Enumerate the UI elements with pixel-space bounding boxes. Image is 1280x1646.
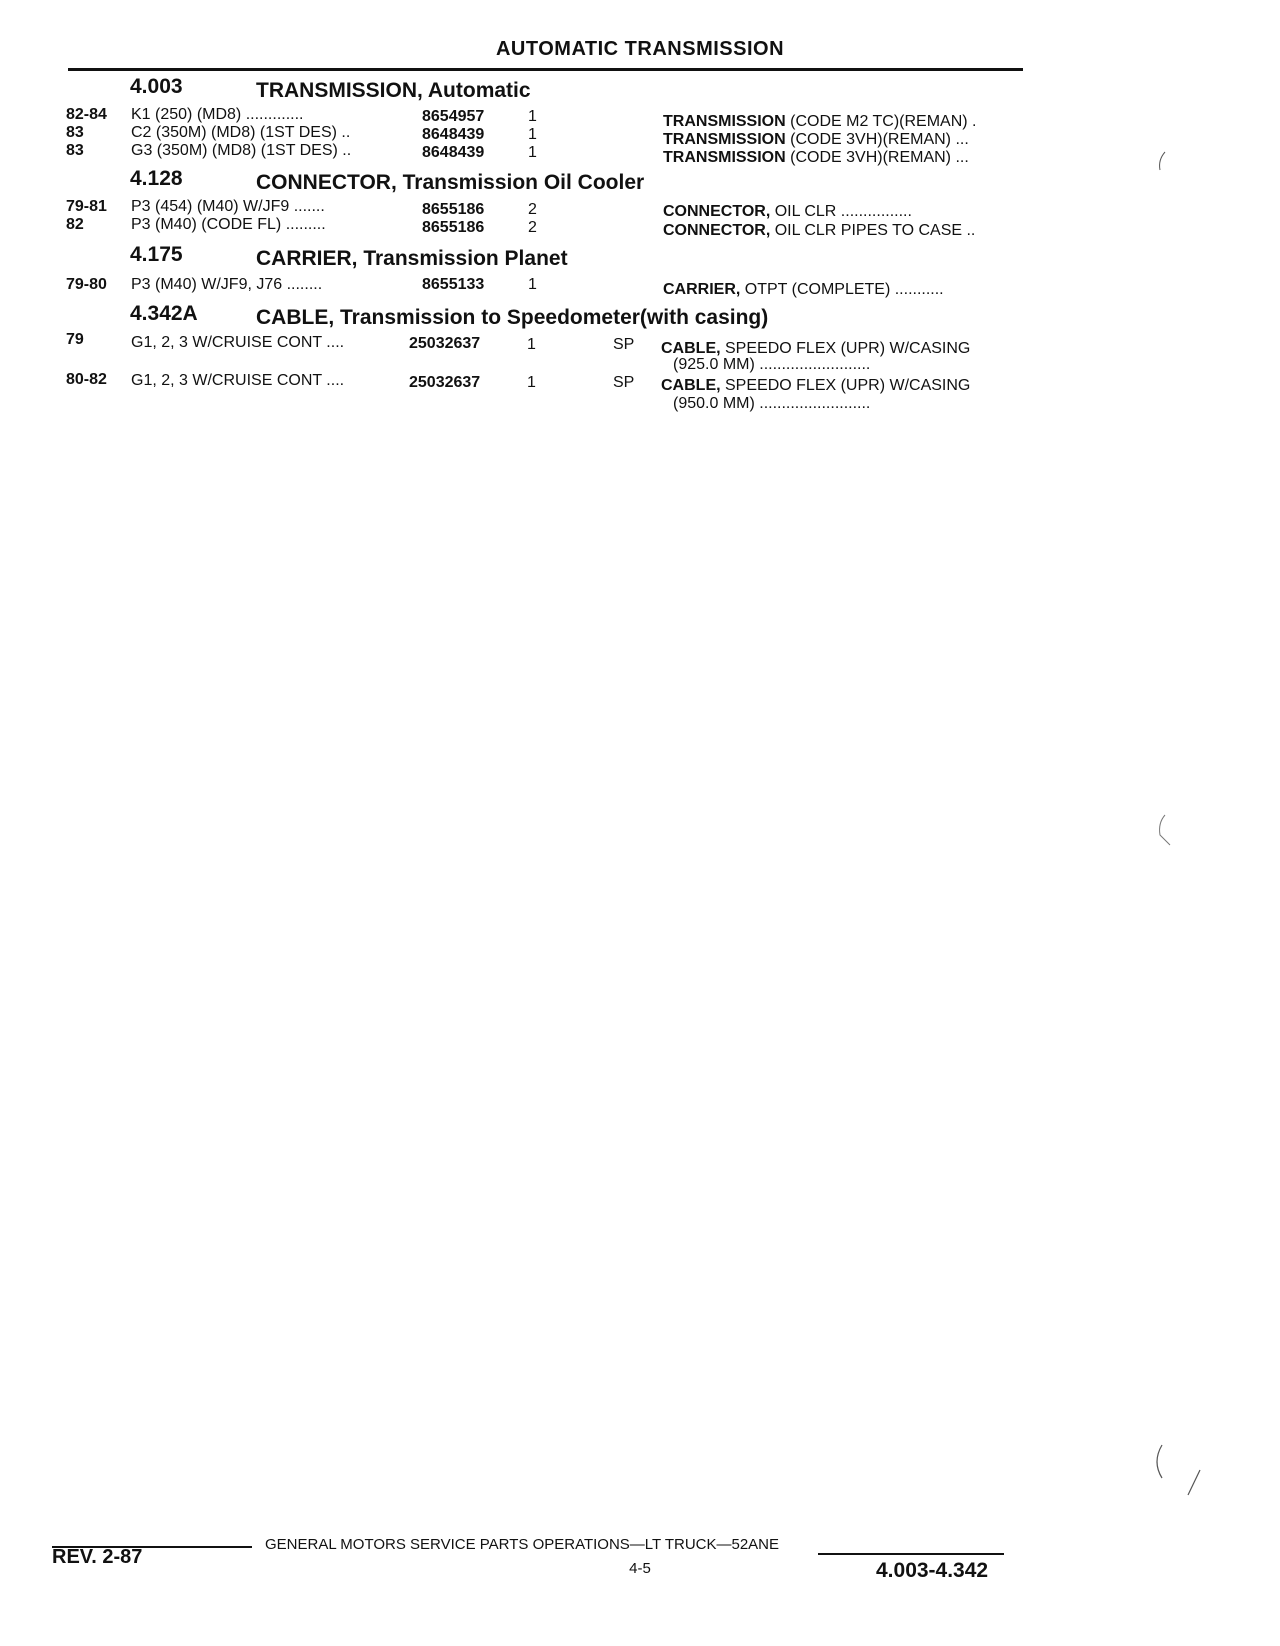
desc-keyword: CONNECTOR, [663,222,771,239]
row-application: G1, 2, 3 W/CRUISE CONT .... [131,334,345,351]
desc-detail: OIL CLR ................ [770,203,912,220]
row-quantity: 1 [528,108,537,125]
row-description [663,131,969,149]
row-part-number: 8655133 [422,276,485,293]
footer-rule-right [818,1553,1004,1555]
revision-label: REV. 2-87 [52,1546,143,1568]
row-description [663,203,912,221]
row-years: 83 [66,124,84,141]
row-quantity: 1 [528,144,537,161]
row-part-number: 8655186 [422,219,485,236]
row-quantity: 1 [528,276,537,293]
section-number: 4.003 [130,75,183,98]
section-title: CONNECTOR, Transmission Oil Cooler [256,171,645,194]
row-years: 83 [66,142,84,159]
desc-keyword: TRANSMISSION [663,149,786,166]
row-description [663,281,944,299]
desc-detail: SPEEDO FLEX (UPR) W/CASING [720,377,971,394]
row-description-continued: (925.0 MM) ......................... [673,356,871,373]
desc-keyword: CABLE, [661,377,721,394]
row-application: P3 (M40) W/JF9, J76 ........ [131,276,323,293]
desc-detail: (CODE 3VH)(REMAN) ... [785,131,969,148]
section-number: 4.342A [130,302,198,325]
desc-detail: (CODE M2 TC)(REMAN) . [785,113,977,130]
row-years: 82-84 [66,106,107,123]
row-application: P3 (M40) (CODE FL) ......... [131,216,326,233]
section-title: CARRIER, Transmission Planet [256,247,568,270]
row-quantity: 1 [527,374,536,391]
row-description-continued: (950.0 MM) ......................... [673,395,871,412]
desc-keyword: CONNECTOR, [663,203,771,220]
header-rule [68,68,1023,71]
publisher-line: GENERAL MOTORS SERVICE PARTS OPERATIONS—LT TRUCK—52ANE [265,1536,780,1553]
section-number: 4.128 [130,167,183,190]
row-description [661,377,970,395]
row-application: G1, 2, 3 W/CRUISE CONT .... [131,372,345,389]
page-title: AUTOMATIC TRANSMISSION [495,38,785,60]
row-application: G3 (350M) (MD8) (1ST DES) .. [131,142,352,159]
row-application: P3 (454) (M40) W/JF9 ....... [131,198,325,215]
row-flag: SP [613,336,635,353]
desc-detail: (CODE 3VH)(REMAN) ... [785,149,969,166]
row-description [663,222,975,240]
row-part-number: 8648439 [422,126,485,143]
row-quantity: 2 [528,219,537,236]
row-years: 82 [66,216,84,233]
row-years: 79-80 [66,276,107,293]
row-application: K1 (250) (MD8) ............. [131,106,304,123]
row-part-number: 25032637 [409,335,481,352]
desc-detail: OIL CLR PIPES TO CASE .. [770,222,976,239]
row-quantity: 1 [527,336,536,353]
desc-keyword: CABLE, [661,340,721,357]
row-years: 80-82 [66,371,107,388]
row-part-number: 8648439 [422,144,485,161]
section-range: 4.003-4.342 [876,1559,989,1582]
row-description [663,149,969,167]
row-application: C2 (350M) (MD8) (1ST DES) .. [131,124,351,141]
row-part-number: 8654957 [422,108,485,125]
desc-detail: SPEEDO FLEX (UPR) W/CASING [720,340,971,357]
desc-keyword: TRANSMISSION [663,131,786,148]
row-flag: SP [613,374,635,391]
row-description [663,113,976,131]
desc-keyword: CARRIER, [663,281,741,298]
page-number: 4-5 [629,1560,651,1577]
row-part-number: 8655186 [422,201,485,218]
row-quantity: 2 [528,201,537,218]
section-number: 4.175 [130,243,183,266]
desc-detail: OTPT (COMPLETE) ........... [740,281,944,298]
desc-keyword: TRANSMISSION [663,113,786,130]
section-title: TRANSMISSION, Automatic [256,79,531,102]
row-part-number: 25032637 [409,374,481,391]
row-years: 79 [66,331,84,348]
row-years: 79-81 [66,198,107,215]
section-title: CABLE, Transmission to Speedometer(with casing) [256,306,769,329]
row-quantity: 1 [528,126,537,143]
